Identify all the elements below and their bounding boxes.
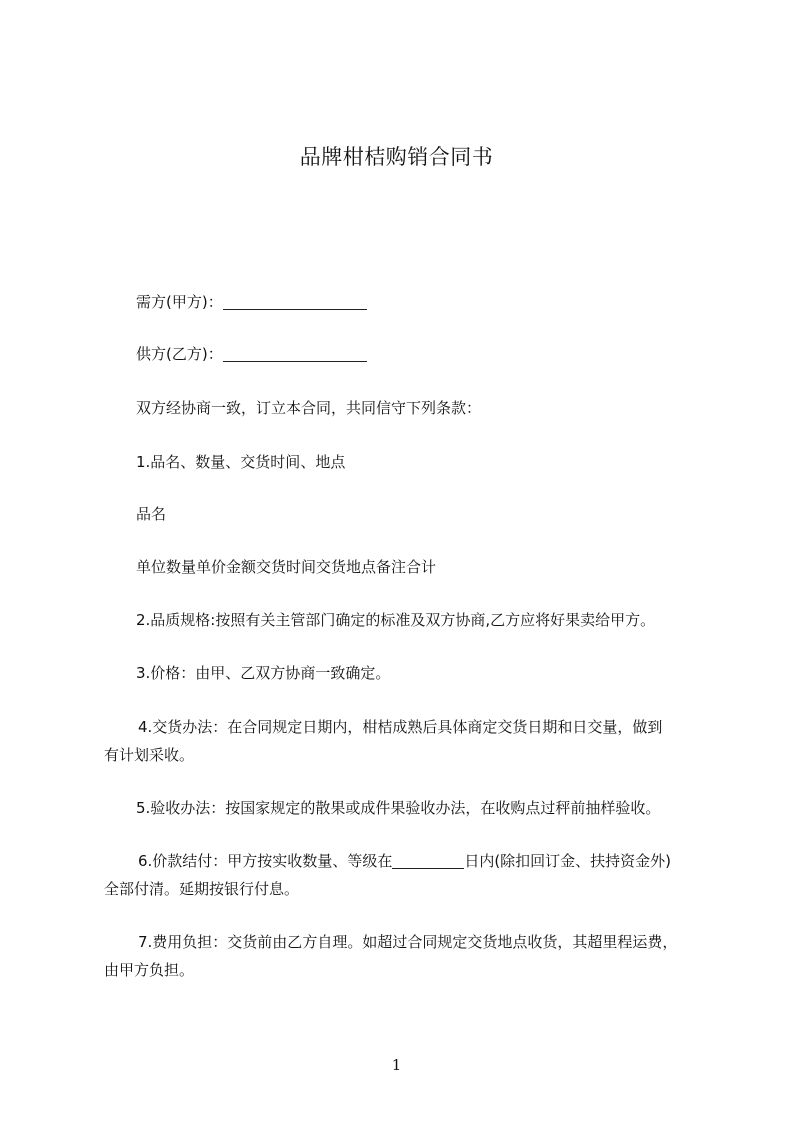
seller-line: [104, 340, 704, 368]
seller-name-blank[interactable]: [223, 343, 367, 362]
clause-3-text: 3.价格：由甲、乙双方协商一致确定。: [136, 664, 391, 682]
clause-7: [104, 928, 704, 984]
clause-6-text-part1: 6.价款结付：甲方按实收数量、等级在: [138, 852, 393, 870]
table-header-text: 单位数量单价金额交货时间交货地点备注合计: [136, 558, 437, 576]
clause-7-text-line2: 由甲方负担。: [104, 961, 195, 979]
document-title: 品牌柑桔购销合同书: [299, 145, 494, 169]
clause-3: [104, 659, 704, 687]
product-name-line: [104, 500, 704, 528]
clause-1-heading-text: 1.品名、数量、交货时间、地点: [136, 453, 346, 471]
clause-4-text-line2: 有计划采收。: [104, 746, 195, 764]
page-number: 1: [391, 1056, 402, 1074]
clause-6-text-part2: 日内(除扣回订金、扶持资金外): [464, 852, 672, 870]
seller-label: 供方(乙方)：: [136, 345, 223, 363]
product-name-label: 品名: [136, 505, 167, 523]
clause-2: [104, 606, 704, 634]
payment-days-blank[interactable]: [392, 850, 464, 869]
intro-text: 双方经协商一致，订立本合同，共同信守下列条款：: [136, 399, 482, 417]
buyer-line: [104, 288, 704, 316]
buyer-name-blank[interactable]: [223, 291, 367, 310]
clause-5-text: 5.验收办法：按国家规定的散果或成件果验收办法，在收购点过秤前抽样验收。: [136, 799, 661, 817]
clause-4: [104, 713, 704, 769]
clause-7-text-line1: 7.费用负担：交货前由乙方自理。如超过合同规定交货地点收货，其超里程运费，: [138, 933, 678, 951]
clause-2-text: 2.品质规格:按照有关主管部门确定的标准及双方协商,乙方应将好果卖给甲方。: [136, 611, 656, 629]
clause-6: [104, 847, 704, 903]
buyer-label: 需方(甲方)：: [136, 293, 223, 311]
clause-6-text-line2: 全部付清。延期按银行付息。: [104, 880, 300, 898]
table-header-line: [104, 553, 704, 581]
clause-4-text-line1: 4.交货办法：在合同规定日期内，柑桔成熟后具体商定交货日期和日交量，做到: [138, 718, 663, 736]
clause-1-heading: [104, 448, 704, 476]
intro-line: [104, 394, 704, 422]
clause-5: [104, 794, 704, 822]
